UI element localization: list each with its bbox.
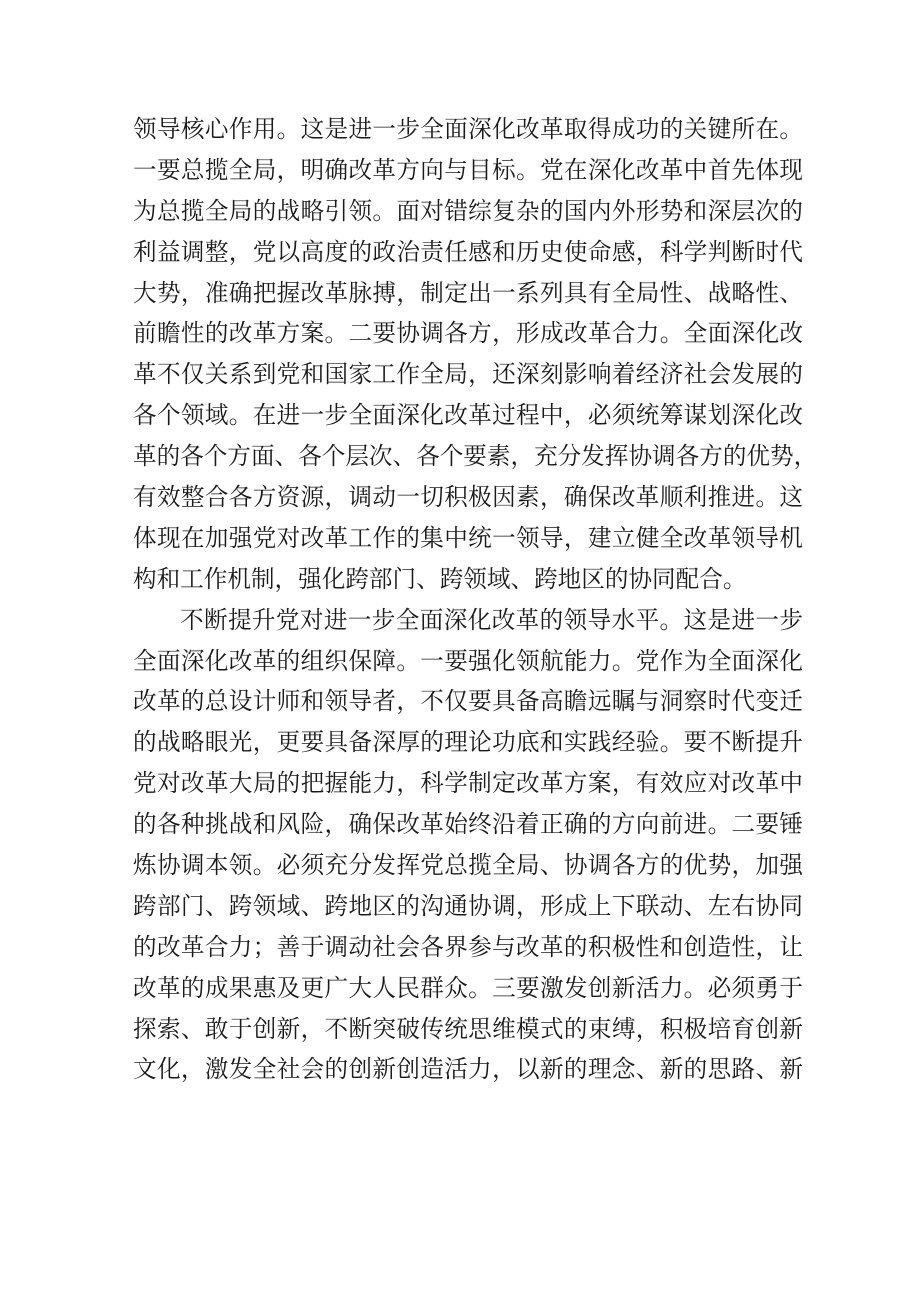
paragraph-2-line-10: 改革的成果惠及更广大人民群众。三要激发创新活力。必须勇于 xyxy=(133,973,803,1002)
paragraph-2-line-3: 改革的总设计师和领导者，不仅要具备高瞻远瞩与洞察时代变迁 xyxy=(133,687,803,716)
paragraph-1-line-3: 为总揽全局的战略引领。面对错综复杂的国内外形势和深层次的 xyxy=(133,196,803,225)
paragraph-1-line-10: 有效整合各方资源，调动一切积极因素，确保改革顺利推进。这 xyxy=(133,483,803,512)
paragraph-1-line-9: 革的各个方面、各个层次、各个要素，充分发挥协调各方的优势， xyxy=(133,442,818,471)
paragraph-1-line-5: 大势，准确把握改革脉搏，制定出一系列具有全局性、战略性、 xyxy=(133,278,803,307)
paragraph-2-line-1: 不断提升党对进一步全面深化改革的领导水平。这是进一步 xyxy=(180,605,803,634)
paragraph-2-line-11: 探索、敢于创新，不断突破传统思维模式的束缚，积极培育创新 xyxy=(133,1014,803,1043)
body-text xyxy=(133,109,818,1090)
paragraph-1-line-6: 前瞻性的改革方案。二要协调各方，形成改革合力。全面深化改 xyxy=(133,319,803,348)
paragraph-2-line-9: 的改革合力；善于调动社会各界参与改革的积极性和创造性，让 xyxy=(133,932,803,961)
paragraph-2-line-8: 跨部门、跨领域、跨地区的沟通协调，形成上下联动、左右协同 xyxy=(133,891,803,920)
paragraph-1-line-12: 构和工作机制，强化跨部门、跨领域、跨地区的协同配合。 xyxy=(133,564,747,593)
paragraph-1-line-7: 革不仅关系到党和国家工作全局，还深刻影响着经济社会发展的 xyxy=(133,360,803,389)
paragraph-1-line-11: 体现在加强党对改革工作的集中统一领导，建立健全改革领导机 xyxy=(133,523,803,552)
paragraph-2-line-7: 炼协调本领。必须充分发挥党总揽全局、协调各方的优势，加强 xyxy=(133,851,803,880)
paragraph-2-line-6: 的各种挑战和风险，确保改革始终沿着正确的方向前进。二要锤 xyxy=(133,810,803,839)
paragraph-1-line-8: 各个领域。在进一步全面深化改革过程中，必须统筹谋划深化改 xyxy=(133,401,803,430)
paragraph-1-line-4: 利益调整，党以高度的政治责任感和历史使命感，科学判断时代 xyxy=(133,237,803,266)
paragraph-2-line-12: 文化，激发全社会的创新创造活力，以新的理念、新的思路、新 xyxy=(133,1055,803,1084)
paragraph-1-line-1: 领导核心作用。这是进一步全面深化改革取得成功的关键所在。 xyxy=(133,115,803,143)
paragraph-2-line-2: 全面深化改革的组织保障。一要强化领航能力。党作为全面深化 xyxy=(133,646,803,675)
paragraph-2-line-5: 党对改革大局的把握能力，科学制定改革方案，有效应对改革中 xyxy=(133,769,803,798)
paragraph-2-line-4: 的战略眼光，更要具备深厚的理论功底和实践经验。要不断提升 xyxy=(133,728,803,757)
paragraph-1-line-2: 一要总揽全局，明确改革方向与目标。党在深化改革中首先体现 xyxy=(133,155,803,184)
